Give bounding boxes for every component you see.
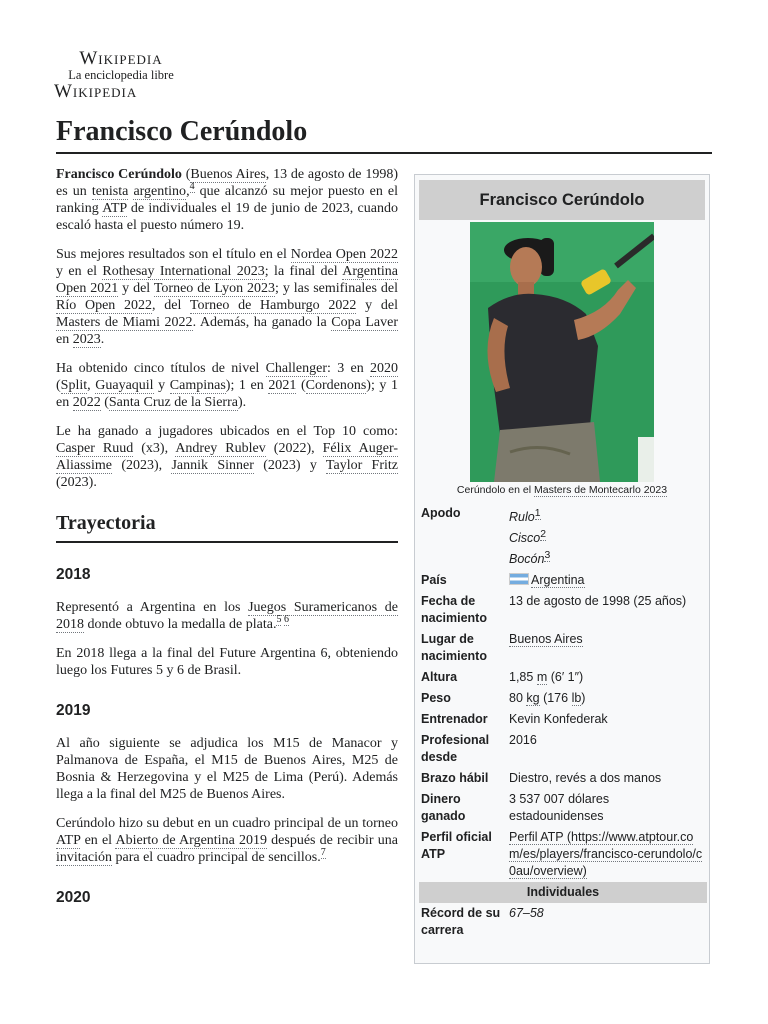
link-lugar-buenos-aires[interactable]: Buenos Aires (509, 632, 583, 647)
subheading-2020: 2020 (56, 889, 91, 906)
label-dinero: Dinero ganado (421, 792, 466, 824)
logo-wordmark-bottom: Wikipedia (54, 81, 138, 102)
paragraph-2018-1 (56, 599, 398, 633)
text: en (56, 332, 73, 347)
label-peso: Peso (421, 691, 451, 706)
text: . Además, ha ganado la (192, 315, 332, 330)
paragraph-2018-2: En 2018 llega a la final del Future Argentina 6, obteniendo luego los Futures 5 y 6 de Brasil. (56, 646, 398, 678)
text: para el cuadro principal de sencillos. (112, 850, 321, 865)
text: Ha obtenido cinco títulos de nivel (56, 361, 266, 376)
row-perfil (419, 827, 707, 882)
text: y en el (56, 264, 103, 279)
row-record (419, 903, 707, 941)
text: (x3), (133, 441, 176, 456)
label-fecha: Fecha de nacimiento (421, 594, 487, 626)
link-challenger[interactable]: Challenger (265, 361, 328, 376)
link-casper-ruud[interactable]: Casper Ruud (56, 441, 134, 456)
text: . (100, 332, 105, 347)
text: que alcanzó su mejor puesto en el ranking (56, 184, 398, 216)
text: de individuales el 19 de junio de 2023, cuando escaló hasta el puesto número 19. (56, 201, 398, 233)
link-atp[interactable]: ATP (102, 201, 127, 216)
wikipedia-logo[interactable] (56, 48, 186, 102)
text: ) (581, 691, 586, 706)
link-taylor-fritz[interactable]: Taylor Fritz (325, 458, 399, 473)
row-peso (419, 688, 707, 709)
text: Representó a Argentina en los (56, 600, 249, 615)
logo-wordmark-top: Wikipedia (79, 48, 163, 69)
subheading-2018: 2018 (56, 566, 91, 583)
apodo-2: Cisco (509, 531, 541, 546)
text: , (186, 184, 190, 199)
text: (176 (539, 691, 572, 706)
link-argentino[interactable]: argentino (133, 184, 187, 199)
row-profesional (419, 730, 707, 768)
link-buenos-aires[interactable]: Buenos Aires (190, 167, 266, 182)
ref-5[interactable]: 5 (276, 614, 282, 626)
row-lugar (419, 629, 707, 667)
link-nordea-open-2022[interactable]: Nordea Open 2022 (290, 247, 399, 262)
link-abierto-argentina-2019[interactable]: Abierto de Argentina 2019 (115, 833, 267, 848)
section-heading-trayectoria: Trayectoria (56, 511, 398, 543)
value-lugar (509, 629, 707, 667)
link-argentina-open-2021[interactable]: Argentina Open 2021 (56, 264, 398, 296)
argentina-flag-icon (509, 573, 529, 585)
text: , del (152, 298, 190, 313)
text: donde obtuvo la medalla de plata. (84, 617, 277, 632)
paragraph-2019-1: Al año siguiente se adjudica los M15 de Manacor y Palmanova de España, el M15 de Buenos Aires, M25 de Bosnia & Herzegovina y el M25 de Lima (Perú). Además llega a la final del M25 de Buenos Aires. (56, 736, 398, 802)
link-invitacion[interactable]: invitación (56, 850, 112, 865)
page-title: Francisco Cerúndolo (56, 112, 712, 154)
value-entrenador: Kevin Konfederak (509, 712, 608, 727)
link-felix-auger-aliassime[interactable]: Félix Auger-Aliassime (56, 441, 399, 473)
link-rothesay-2023[interactable]: Rothesay International 2023 (102, 264, 265, 279)
infobox-table (419, 503, 707, 941)
subject-name: Francisco Cerúndolo (56, 167, 182, 182)
row-entrenador (419, 709, 707, 730)
photo-caption (415, 484, 709, 497)
text: Cerúndolo hizo su debut en un cuadro principal de un torneo (56, 816, 398, 831)
text: ). (237, 395, 247, 410)
value-perfil (509, 827, 707, 882)
row-brazo (419, 768, 707, 789)
value-peso (509, 688, 707, 709)
label-altura: Altura (421, 670, 458, 685)
infobox-title: Francisco Cerúndolo (419, 180, 705, 220)
link-andrey-rublev[interactable]: Andrey Rublev (175, 441, 266, 456)
row-fecha (419, 591, 707, 629)
row-altura (419, 667, 707, 688)
link-torneo-hamburgo-2022[interactable]: Torneo de Hamburgo 2022 (189, 298, 357, 313)
infobox (414, 174, 710, 964)
link-campinas[interactable]: Campinas (169, 378, 226, 393)
text: Cerúndolo en el (456, 484, 534, 496)
link-2020[interactable]: 2020 (370, 361, 398, 376)
value-altura (509, 667, 707, 688)
link-split[interactable]: Split (60, 378, 88, 393)
ref-4[interactable]: 4 (189, 181, 195, 193)
link-rio-open-2022[interactable]: Río Open 2022 (56, 298, 153, 313)
text: y del (356, 298, 398, 313)
text: ( (100, 395, 109, 410)
text: y (153, 378, 170, 393)
link-metro[interactable]: m (536, 670, 548, 685)
link-tenista[interactable]: tenista (91, 184, 129, 199)
text: ; y las semifinales del (275, 281, 398, 296)
row-pais (419, 570, 707, 591)
link-masters-miami-2022[interactable]: Masters de Miami 2022 (56, 315, 193, 330)
value-pais (509, 570, 707, 591)
ref-7[interactable]: 7 (320, 847, 326, 859)
apodo-3: Bocón (509, 552, 545, 567)
text: : 3 en (327, 361, 370, 376)
text: (2023) y (253, 458, 326, 473)
label-lugar: Lugar de nacimiento (421, 632, 487, 664)
link-guayaquil[interactable]: Guayaquil (95, 378, 154, 393)
text: ); y 1 en (56, 378, 399, 410)
link-torneo-lyon-2023[interactable]: Torneo de Lyon 2023 (153, 281, 276, 296)
article-body (56, 166, 398, 922)
label-pais: País (421, 573, 447, 588)
link-kg[interactable]: kg (526, 691, 540, 706)
text: Le ha ganado a jugadores ubicados en el Top 10 como: (56, 424, 398, 439)
label-apodo: Apodo (421, 506, 461, 520)
text: ); 1 en (225, 378, 269, 393)
row-dinero (419, 789, 707, 827)
row-apodo (419, 503, 707, 570)
label-brazo: Brazo hábil (421, 771, 489, 786)
header-individuales: Individuales (419, 882, 707, 903)
text: (6′ 1″) (547, 670, 584, 685)
apodo-1: Rulo (509, 510, 535, 525)
paragraph-2019-2 (56, 815, 398, 866)
text: , 13 de agosto de 1998) es un (56, 167, 398, 199)
intro-paragraph-4 (56, 423, 398, 491)
value-record: 67–58 (509, 906, 544, 921)
label-profesional: Profesional desde (421, 733, 490, 765)
ref-1[interactable]: 1 (534, 508, 541, 519)
ref-6[interactable]: 6 (283, 614, 289, 626)
value-apodo (509, 503, 707, 570)
link-perfil-atp[interactable]: Perfil ATP (https://www.atptour.com/es/players/francisco-cerundolo/c0au/overview) (509, 830, 703, 879)
text: 80 (509, 691, 527, 706)
text: ; la final del (264, 264, 343, 279)
value-brazo: Diestro, revés a dos manos (509, 771, 662, 786)
logo-tagline: La enciclopedia libre (68, 68, 174, 82)
link-2021[interactable]: 2021 (268, 378, 297, 393)
text: ( (296, 378, 306, 393)
intro-paragraph-1 (56, 166, 398, 234)
link-atp-2[interactable]: ATP (56, 833, 81, 848)
value-fecha: 13 de agosto de 1998 (25 años) (509, 594, 687, 609)
text: , (87, 378, 96, 393)
label-perfil: Perfil oficial ATP (421, 830, 492, 862)
text: Sus mejores resultados son el título en el (56, 247, 291, 262)
text: 1,85 (509, 670, 537, 685)
text: y del (118, 281, 154, 296)
link-santa-cruz[interactable]: Santa Cruz de la Sierra (108, 395, 238, 410)
row-individuales-header (419, 882, 707, 903)
link-lb[interactable]: lb (571, 691, 582, 706)
text: (2023). (56, 475, 97, 490)
link-jannik-sinner[interactable]: Jannik Sinner (171, 458, 254, 473)
link-cordenons[interactable]: Cordenons (305, 378, 367, 393)
link-argentina[interactable]: Argentina (531, 573, 585, 588)
text: ( (181, 167, 191, 182)
link-copa-laver[interactable]: Copa Laver (331, 315, 398, 330)
intro-paragraph-3 (56, 360, 398, 411)
link-2023[interactable]: 2023 (72, 332, 101, 347)
text: en el (80, 833, 116, 848)
ref-3[interactable]: 3 (544, 550, 551, 562)
caption-link-montecarlo[interactable]: Masters de Montecarlo 2023 (533, 484, 668, 496)
text: (2023), (112, 458, 172, 473)
text: (2022), (265, 441, 323, 456)
player-photo[interactable] (470, 222, 654, 482)
intro-paragraph-2 (56, 246, 398, 348)
value-profesional: 2016 (509, 733, 537, 748)
link-juegos-suramericanos-2018[interactable]: Juegos Suramericanos de 2018 (56, 600, 398, 632)
value-dinero: 3 537 007 dólares estadounidenses (509, 792, 610, 824)
subheading-2019: 2019 (56, 702, 91, 719)
ref-2[interactable]: 2 (540, 529, 547, 541)
text: después de recibir una (266, 833, 398, 848)
label-entrenador: Entrenador (421, 712, 488, 727)
text: ( (56, 378, 61, 393)
label-record: Récord de su carrera (421, 906, 501, 938)
link-2022[interactable]: 2022 (72, 395, 101, 410)
